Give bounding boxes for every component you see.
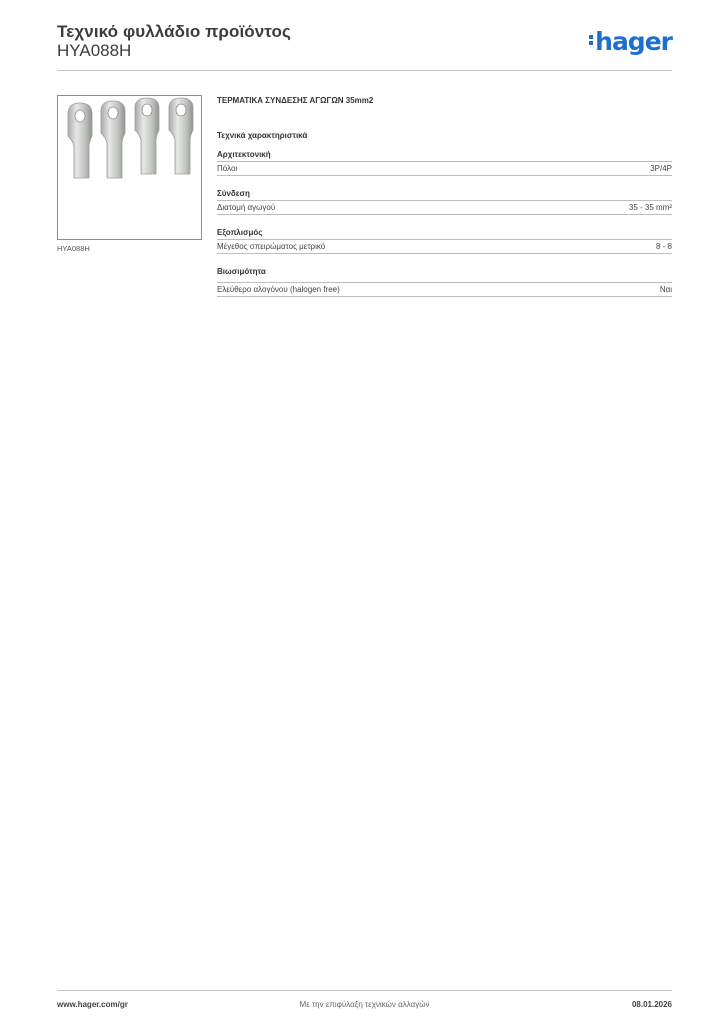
spec-row bbox=[217, 240, 672, 254]
cable-lugs-icon bbox=[58, 96, 201, 239]
document-subtitle: HYA088H bbox=[57, 41, 132, 60]
spec-label: Πόλοι bbox=[217, 164, 238, 173]
spec-label: Ελεύθερο αλογόνου (halogen free) bbox=[217, 285, 340, 294]
group-title: Σύνδεση bbox=[217, 189, 672, 201]
footer-notice: Με την επιφύλαξη τεχνικών αλλαγών bbox=[299, 1000, 430, 1009]
lug-3 bbox=[135, 98, 159, 174]
spec-label: Μέγεθος σπειρώματος μετρικό bbox=[217, 242, 326, 251]
spec-group-architecture bbox=[217, 150, 672, 176]
logo-colon-icon bbox=[589, 33, 594, 47]
product-photo bbox=[57, 95, 202, 240]
lug-4 bbox=[169, 98, 193, 174]
spec-group-equipment bbox=[217, 228, 672, 254]
spec-value: Ναι bbox=[659, 285, 672, 294]
spec-value: 8 - 8 bbox=[655, 242, 672, 251]
footer-date: 08.01.2026 bbox=[631, 1000, 672, 1009]
photo-caption: HYA088H bbox=[57, 244, 90, 253]
lug-2 bbox=[101, 101, 125, 178]
hager-logo bbox=[589, 27, 672, 56]
page-header bbox=[57, 22, 672, 71]
product-name: ΤΕΡΜΑΤΙΚΑ ΣΥΝΔΕΣΗΣ ΑΓΩΓΩΝ 35mm2 bbox=[217, 96, 374, 105]
group-title: Βιωσιμότητα bbox=[217, 267, 266, 276]
document-title: Τεχνικό φυλλάδιο προϊόντος bbox=[57, 22, 291, 41]
spec-row bbox=[217, 282, 672, 297]
lug-1 bbox=[68, 103, 92, 178]
page-footer bbox=[57, 990, 672, 1021]
spec-group-sustainability bbox=[217, 267, 672, 297]
section-title: Τεχνικά χαρακτηριστικά bbox=[217, 131, 308, 140]
spec-label: Διατομή αγωγού bbox=[217, 203, 276, 212]
logo-text: hager bbox=[595, 27, 672, 56]
spec-value: 35 - 35 mm² bbox=[628, 203, 672, 212]
spec-row bbox=[217, 162, 672, 176]
spec-row bbox=[217, 201, 672, 215]
spec-value: 3P/4P bbox=[650, 164, 672, 173]
spec-group-connection bbox=[217, 189, 672, 215]
website-link[interactable]: www.hager.com/gr bbox=[57, 1000, 128, 1009]
group-title: Εξοπλισμός bbox=[217, 228, 672, 240]
spec-sheet bbox=[217, 96, 672, 297]
group-title: Αρχιτεκτονική bbox=[217, 150, 672, 162]
